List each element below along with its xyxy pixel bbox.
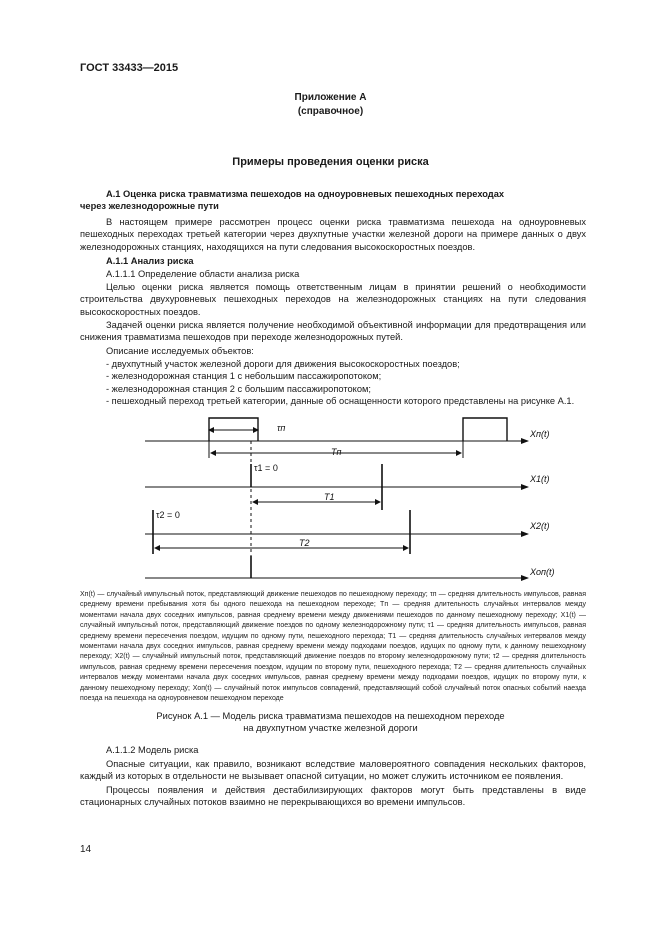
label-Xon: Xоп(t) xyxy=(530,567,555,577)
label-Tp: Tп xyxy=(331,447,342,457)
document-id: ГОСТ 33433—2015 xyxy=(80,62,179,74)
a11-heading: А.1.1 Анализ риска xyxy=(106,256,194,266)
a1-heading-line2: через железнодорожные пути xyxy=(80,201,219,211)
label-tau1: τ1 = 0 xyxy=(254,463,278,473)
label-tau2: τ2 = 0 xyxy=(156,510,180,520)
label-Xp: Xп(t) xyxy=(530,429,550,439)
label-tau-p: τп xyxy=(277,423,286,433)
figure-legend: Xп(t) — случайный импульсный поток, представляющий движение пешеходов по пешеходному переходу; τп — средняя длительность импульсов, равная среднему времени пребывания хотя бы одного пешехода на пешеходном переходе; Tп — средняя длительность случайных интервалов между моментами начала двух соседних импульсов, равная среднему времени между движениями пешеходов по данному пешеходному переходу; X1(t) — случайный импульсный поток, представляющий движение поездов по одному железнодорожному пути; τ1 — средняя длительность импульсов, равная среднему времени пересечения поездом, идущим по одному пути, пешеходного перехода; T1 — средняя длительность случайных интервалов между моментами начала двух соседних импульсов, равная среднему времени между подходами поездов, идущих по одному пути, к данному пешеходному переходу; X2(t) — случайный импульсный поток, представляющий движение поездов по второму железнодорожному пути; τ2 — средняя длительность импульсов, равная среднему времени пересечения поездом, идущим по второму пути, пешеходного перехода; T2 — средняя длительность случайных интервалов между моментами начала двух соседних импульсов, равная среднему времени между подходами поездов, идущих по второму пути, к данному пешеходному переходу; Xоп(t) — случайный поток импульсов совпадений, представляющий собой случайный поток опасных событий наезда поезда на пешехода на одноуровневом пешеходном переходе xyxy=(80,591,586,703)
appendix-title: Приложение А xyxy=(294,92,367,103)
a112-paragraph-1: Опасные ситуации, как правило, возникают вследствие маловероятного совпадения нескольких факторов, каждый из которых в отдельности не вызывает опасной ситуации, но может служить источником ее появления. xyxy=(80,759,586,782)
page-number: 14 xyxy=(80,844,92,855)
pulse-pedestrian-2 xyxy=(463,418,507,441)
figure-caption-line2: на двухпутном участке железной дороги xyxy=(243,723,418,733)
list-intro: Описание исследуемых объектов: xyxy=(106,346,254,356)
a111-heading: А.1.1.1 Определение области анализа риска xyxy=(106,269,300,279)
a112-heading: А.1.1.2 Модель риска xyxy=(106,745,199,755)
appendix-type: (справочное) xyxy=(297,106,364,117)
section-title: Примеры проведения оценки риска xyxy=(232,156,429,168)
figure-caption-line1: Рисунок А.1 — Модель риска травматизма пешеходов на пешеходном переходе xyxy=(156,711,505,721)
label-X1: X1(t) xyxy=(530,474,550,484)
list-item: - пешеходный переход третьей категории, данные об оснащенности которого представлены на рисунке А.1. xyxy=(106,396,575,407)
a11-paragraph-2: Задачей оценки риска является получение необходимой объективной информации для предотвращения или снижения травматизма пешеходов при переходе железнодорожных путей. xyxy=(80,320,586,343)
a1-heading-line1: А.1 Оценка риска травматизма пешеходов на одноуровневых пешеходных переходах xyxy=(106,189,505,199)
label-T2: T2 xyxy=(299,538,310,548)
label-T1: T1 xyxy=(324,492,335,502)
label-X2: X2(t) xyxy=(530,521,550,531)
list-item: - железнодорожная станция 2 с большим пассажиропотоком; xyxy=(106,383,371,394)
a112-paragraph-2: Процессы появления и действия дестабилизирующих факторов могут быть представлены в виде стационарных случайных потоков взаимно не перекрывающихся во времени импульсов. xyxy=(80,785,586,808)
a11-paragraph-1: Целью оценки риска является помощь ответственным лицам в принятии решений о необходимости строительства двухуровневых пешеходных переходов на железнодорожных станциях на пути следования высокоскоростных поездов. xyxy=(80,282,586,317)
list-item: - двухпутный участок железной дороги для движения высокоскоростных поездов; xyxy=(106,359,460,369)
list-item: - железнодорожная станция 1 с небольшим пассажиропотоком; xyxy=(106,371,382,382)
a1-paragraph: В настоящем примере рассмотрен процесс оценки риска травматизма пешехода на одноуровневых пешеходных переходах третьей категории через двухпутные участки железной дороги на примере данных о двух железнодорожных станциях, находящихся на пути следования высокоскоростных поездов. xyxy=(80,217,586,252)
